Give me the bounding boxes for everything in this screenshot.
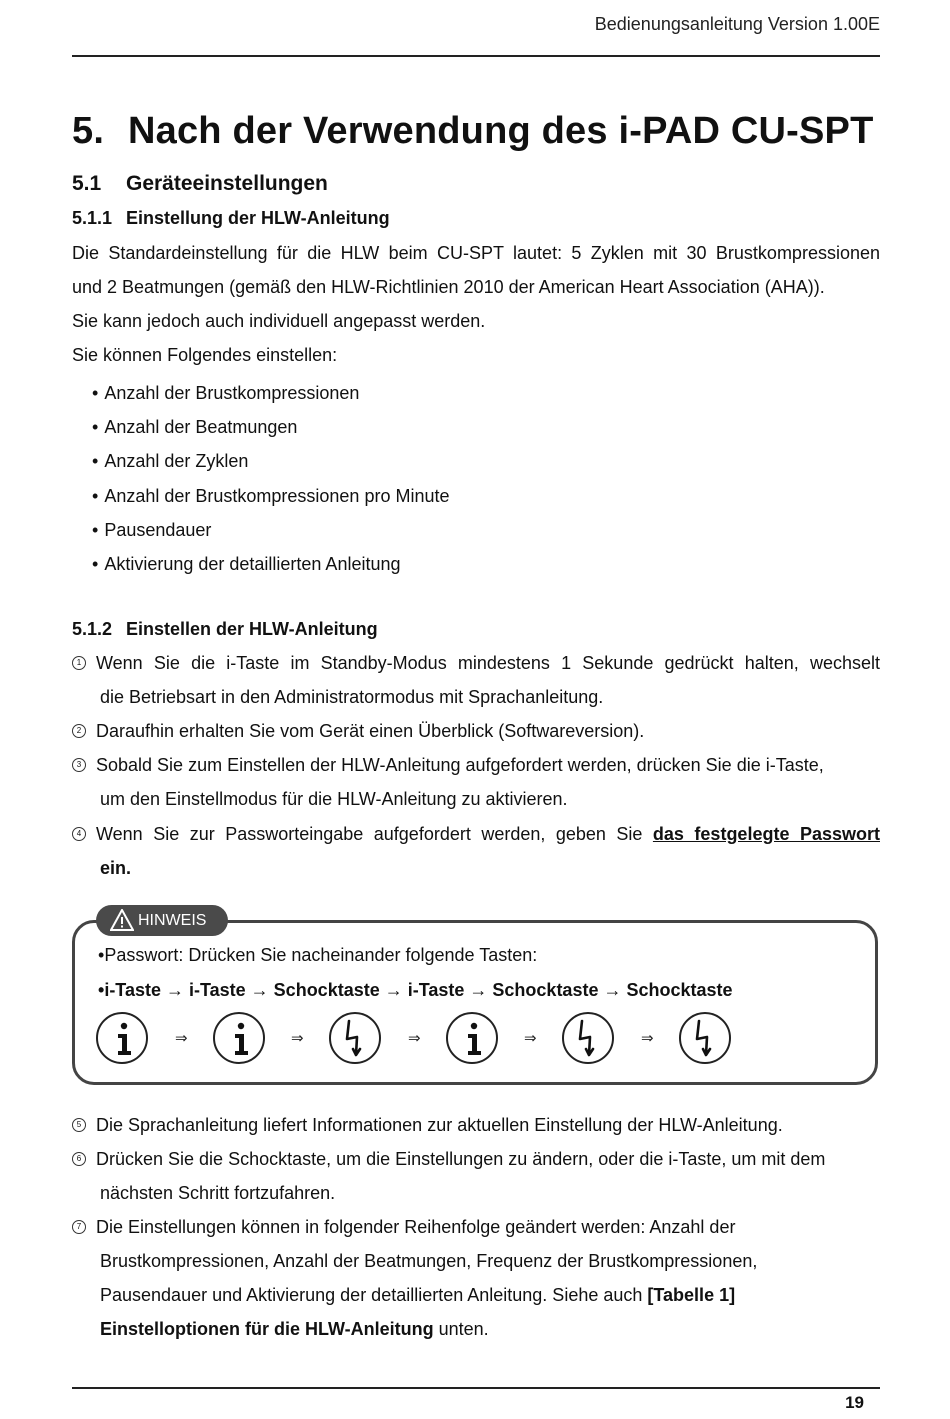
- page-number: 19: [845, 1393, 864, 1412]
- notice-line-2: • i-Taste → i-Taste → Schocktaste → i-Taste → Schocktaste → Schocktaste: [98, 980, 733, 1001]
- list-item: • Anzahl der Brustkompressionen: [92, 376, 450, 410]
- intro-line-3: Sie kann jedoch auch individuell angepasst werden.: [72, 311, 486, 331]
- step-text-continued: ein.: [100, 858, 132, 878]
- warning-icon: [110, 909, 134, 931]
- step-text: Sobald Sie zum Einstellen der HLW-Anleitung aufgefordert werden, drücken Sie die i-Taste,: [96, 755, 824, 775]
- subsection-title-text: Einstellen der HLW-Anleitung: [126, 619, 378, 639]
- step-marker: 2: [72, 724, 86, 738]
- step-marker: 7: [72, 1220, 86, 1234]
- step-4: [72, 817, 880, 885]
- step-text-plain: Wenn Sie zur Passworteingabe aufgefordert werden, geben Sie: [96, 824, 653, 844]
- step-text: [72, 817, 880, 851]
- list-item: • Anzahl der Beatmungen: [92, 410, 450, 444]
- list-item: • Pausendauer: [92, 513, 450, 547]
- info-icon: [446, 1012, 498, 1064]
- step-text: Drücken Sie die Schocktaste, um die Einstellungen zu ändern, oder die i-Taste, um mit dem: [96, 1149, 826, 1169]
- notice-line-1: • Passwort: Drücken Sie nacheinander folgende Tasten:: [98, 945, 537, 966]
- step-text-plain: unten.: [433, 1319, 489, 1339]
- step-text-continued: [72, 1278, 880, 1312]
- step-marker: 5: [72, 1118, 86, 1132]
- intro-line-1: Die Standardeinstellung für die HLW beim CU-SPT lautet: 5 Zyklen mit 30 Brustkompressionen: [72, 243, 880, 263]
- shock-icon: [679, 1012, 731, 1064]
- step-text-continued: [72, 1312, 880, 1346]
- step-text-continued: nächsten Schritt fortzufahren.: [100, 1183, 336, 1203]
- chapter-title-text: Nach der Verwendung des i-PAD CU-SPT: [128, 110, 874, 152]
- step-1: [72, 646, 880, 714]
- list-item: • Aktivierung der detaillierten Anleitung: [92, 547, 450, 581]
- subsection-title-5-1-1: [72, 208, 390, 229]
- settable-list: [92, 376, 450, 581]
- step-3: [72, 748, 880, 816]
- sequence-arrow: ⇒: [291, 1030, 304, 1047]
- settable-lead: Sie können Folgendes einstellen:: [72, 345, 338, 365]
- shock-icon: [329, 1012, 381, 1064]
- step-marker: 6: [72, 1152, 86, 1166]
- intro-line-2: und 2 Beatmungen (gemäß den HLW-Richtlinien 2010 der American Heart Association (AHA)).: [72, 277, 825, 297]
- sequence-arrow: ⇒: [175, 1030, 188, 1047]
- subsection-title-5-1-2: [72, 619, 378, 640]
- step-2: [72, 714, 880, 748]
- table-reference: [Tabelle 1]: [647, 1285, 736, 1305]
- step-5: [72, 1108, 880, 1142]
- step-marker: 4: [72, 827, 86, 841]
- step-marker: 1: [72, 656, 86, 670]
- section-title-text: Geräteeinstellungen: [126, 172, 328, 195]
- list-item: • Anzahl der Zyklen: [92, 444, 450, 478]
- list-item: • Anzahl der Brustkompressionen pro Minute: [92, 479, 450, 513]
- sequence-arrow: ⇒: [408, 1030, 421, 1047]
- shock-icon: [562, 1012, 614, 1064]
- sequence-arrow: ⇒: [641, 1030, 654, 1047]
- subsection-number: 5.1.2: [72, 619, 113, 639]
- section-title: [72, 172, 328, 196]
- step-text-continued: Brustkompressionen, Anzahl der Beatmungen, Frequenz der Brustkompressionen,: [100, 1251, 758, 1271]
- step-text-continued: die Betriebsart in den Administratormodus mit Sprachanleitung.: [100, 687, 604, 707]
- notice-label: HINWEIS: [138, 912, 207, 929]
- step-7: [72, 1210, 880, 1346]
- notice-label-tab: [96, 905, 228, 936]
- table-reference-title: Einstelloptionen für die HLW-Anleitung: [100, 1319, 434, 1339]
- chapter-title: [72, 110, 874, 153]
- chapter-number: 5.: [72, 110, 105, 152]
- step-text: Daraufhin erhalten Sie vom Gerät einen Überblick (Softwareversion).: [96, 721, 645, 741]
- step-text: Die Sprachanleitung liefert Informationen zur aktuellen Einstellung der HLW-Anleitung.: [96, 1115, 783, 1135]
- step-text-continued: um den Einstellmodus für die HLW-Anleitung zu aktivieren.: [100, 789, 568, 809]
- button-sequence: [96, 1012, 736, 1068]
- subsection-title-text: Einstellung der HLW-Anleitung: [126, 208, 390, 228]
- password-emphasis: das festgelegte Passwort: [652, 824, 880, 844]
- section-number: 5.1: [72, 172, 102, 195]
- subsection-number: 5.1.1: [72, 208, 113, 228]
- header-divider: [72, 55, 880, 57]
- step-text: Die Einstellungen können in folgender Reihenfolge geändert werden: Anzahl der: [96, 1217, 736, 1237]
- document-version-header: Bedienungsanleitung Version 1.00E: [594, 14, 880, 34]
- sequence-arrow: ⇒: [524, 1030, 537, 1047]
- step-text: Wenn Sie die i-Taste im Standby-Modus mindestens 1 Sekunde gedrückt halten, wechselt: [96, 653, 880, 673]
- info-icon: [96, 1012, 148, 1064]
- step-marker: 3: [72, 758, 86, 772]
- step-6: [72, 1142, 880, 1210]
- step-text-plain: Pausendauer und Aktivierung der detaillierten Anleitung. Siehe auch: [100, 1285, 648, 1305]
- info-icon: [213, 1012, 265, 1064]
- footer-divider: [72, 1387, 880, 1389]
